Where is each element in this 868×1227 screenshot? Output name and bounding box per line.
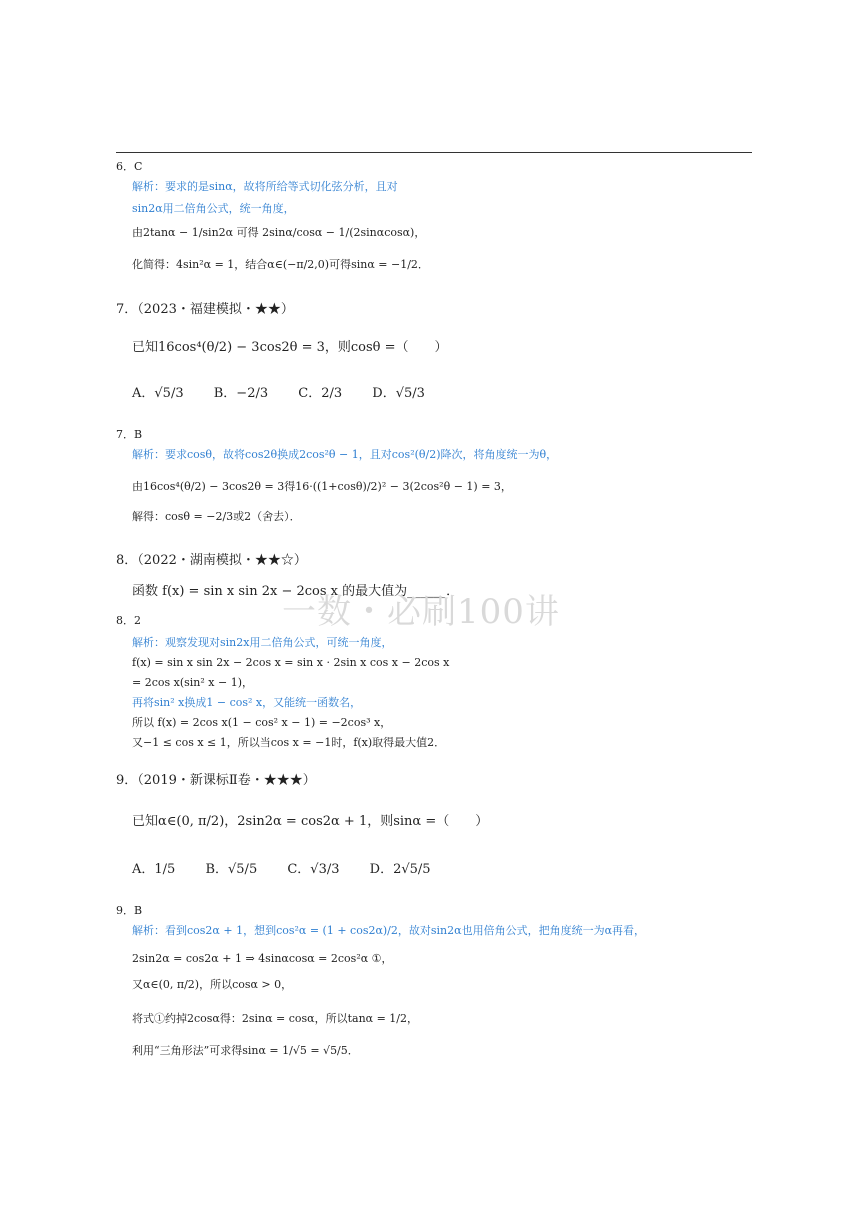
q8-stem: 函数 f(x) = sin x sin 2x − 2cos x 的最大值为______． [132,584,460,599]
top-rule [116,152,752,153]
solution9-line2: 2sin2α = cos2α + 1 ⇒ 4sinαcosα = 2cos²α ①， [132,952,393,965]
solution6-line4: 化简得：4sin²α = 1，结合α∈(−π/2,0)可得sinα = −1/2． [132,258,429,271]
solution6-line3: 由2tanα − 1/sin2α 可得 2sinα/cosα − 1/(2sinαcosα)， [132,226,426,239]
q9-options [132,858,457,877]
q7-option-a[interactable]: A．√5/3 [132,386,184,401]
solution9-line3: 又α∈(0, π/2)，所以cosα > 0， [132,978,293,991]
solution7-head: 7．B [116,428,143,441]
solution6-head: 6．C [116,160,143,173]
solution7-line2: 由16cos⁴(θ/2) − 3cos2θ = 3得16·((1+cosθ)/2)² − 3(2cos²θ − 1) = 3， [132,480,512,493]
solution7-line3: 解得：cosθ = −2/3或2（舍去）． [132,510,301,523]
q9-option-b[interactable]: B．√5/5 [205,862,258,877]
solution8-line4: 再将sin² x换成1 − cos² x，又能统一函数名， [132,696,362,709]
q9-stem: 已知α∈(0, π/2)，2sin2α = cos2α + 1，则sinα =（ ） [132,814,489,829]
q8-head: 8．（2022・湖南模拟・★★☆） [116,553,307,568]
solution6-line1: 解析：要求的是sinα，故将所给等式切化弦分析，且对 [132,180,398,193]
solution8-line2: f(x) = sin x sin 2x − 2cos x = sin x · 2sin x cos x − 2cos x [132,656,450,669]
solution8-line5: 所以 f(x) = 2cos x(1 − cos² x − 1) = −2cos³ x， [132,716,392,729]
solution9-line4: 将式①约掉2cosα得：2sinα = cosα，所以tanα = 1/2， [132,1012,418,1025]
q7-option-c[interactable]: C．2/3 [298,386,343,401]
solution9-head: 9．B [116,904,143,917]
solution8-line3: = 2cos x(sin² x − 1)， [132,676,253,689]
q7-stem: 已知16cos⁴(θ/2) − 3cos2θ = 3，则cosθ =（ ） [132,340,448,355]
q9-head: 9．（2019・新课标Ⅱ卷・★★★） [116,773,316,788]
q7-head: 7．（2023・福建模拟・★★） [116,302,294,317]
solution7-line1: 解析：要求cosθ，故将cos2θ换成2cos²θ − 1，且对cos²(θ/2)降次，将角度统一为θ， [132,448,558,461]
watermark: 一数・必刷100讲 [282,592,560,632]
q9-option-a[interactable]: A．1/5 [132,862,176,877]
solution8-line1: 解析：观察发现对sin2x用二倍角公式，可统一角度， [132,636,393,649]
solution9-line5: 利用“三角形法”可求得sinα = 1/√5 = √5/5． [132,1044,359,1057]
solution8-line6: 又−1 ≤ cos x ≤ 1，所以当cos x = −1时，f(x)取得最大值2． [132,736,446,749]
q9-option-c[interactable]: C．√3/3 [287,862,340,877]
solution6-line2: sin2α用二倍角公式，统一角度， [132,202,295,215]
q7-options [132,382,451,401]
q7-option-d[interactable]: D．√5/3 [372,386,425,401]
solution8-head: 8．2 [116,614,141,627]
q9-option-d[interactable]: D．2√5/5 [369,862,431,877]
solution9-line1: 解析：看到cos2α + 1，想到cos²α = (1 + cos2α)/2，故对sin2α也用倍角公式，把角度统一为α再看， [132,924,645,937]
q7-option-b[interactable]: B．−2/3 [213,386,269,401]
